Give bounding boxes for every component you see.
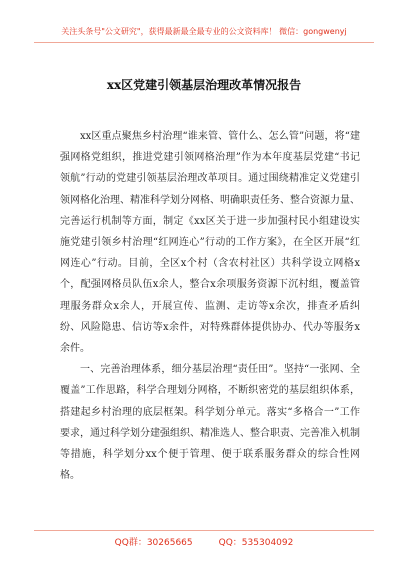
document-body [60,126,360,486]
header-divider [34,42,374,43]
footer-divider [34,530,374,531]
document-title: xx区党建引领基层治理改革情况报告 [106,78,302,92]
footer-qq-group: QQ群：30265665 [114,538,193,548]
paragraph-section-one: 一、完善治理体系，细分基层治理“责任田”。坚持“一张网、全覆盖”工作思路，科学合理划分网格，不断织密党的基层组织体系，搭建起乡村治理的底层框架。科学划分单元。落实“多格合一”工作要求，通过科学划分建强组织、精准选人、整合职责、完善准入机制等措施，科学划分xx个便于管理、便于联系服务群众的综合性网格。 [60,364,360,482]
header-note: 关注头条号"公文研究"，获得最新最全最专业的公文资料库！ 微信：gongwenyj [61,27,347,36]
footer-qq: QQ：535304092 [218,538,294,548]
paragraph-intro: xx区重点聚焦乡村治理“谁来管、管什么、怎么管”问题，将“建强网格党组织，推进党建引领网格治理”作为本年度基层党建“书记领航”行动的党建引领基层治理改革项目。通过围绕精准定义党建引领网格化治理、精准科学划分网格、明确职责任务、整合资源力量、完善运行机制等方面，制定《xx区关于进一步加强村民小组建设实施党建引领乡村治理“红网连心”行动的工作方案》，在全区开展“红网连心”行动。目前，全区x个村（含农村社区）共科学设立网格x个，配强网格员队伍x余人，整合x余项服务资源下沉村组，覆盖管理服务群众x余人，开展宣传、监测、走访等x余次，排查矛盾纠纷、风险隐患、信访等x余件，对特殊群体提供协办、代办等服务x余件。 [60,131,360,355]
footer [0,535,408,548]
